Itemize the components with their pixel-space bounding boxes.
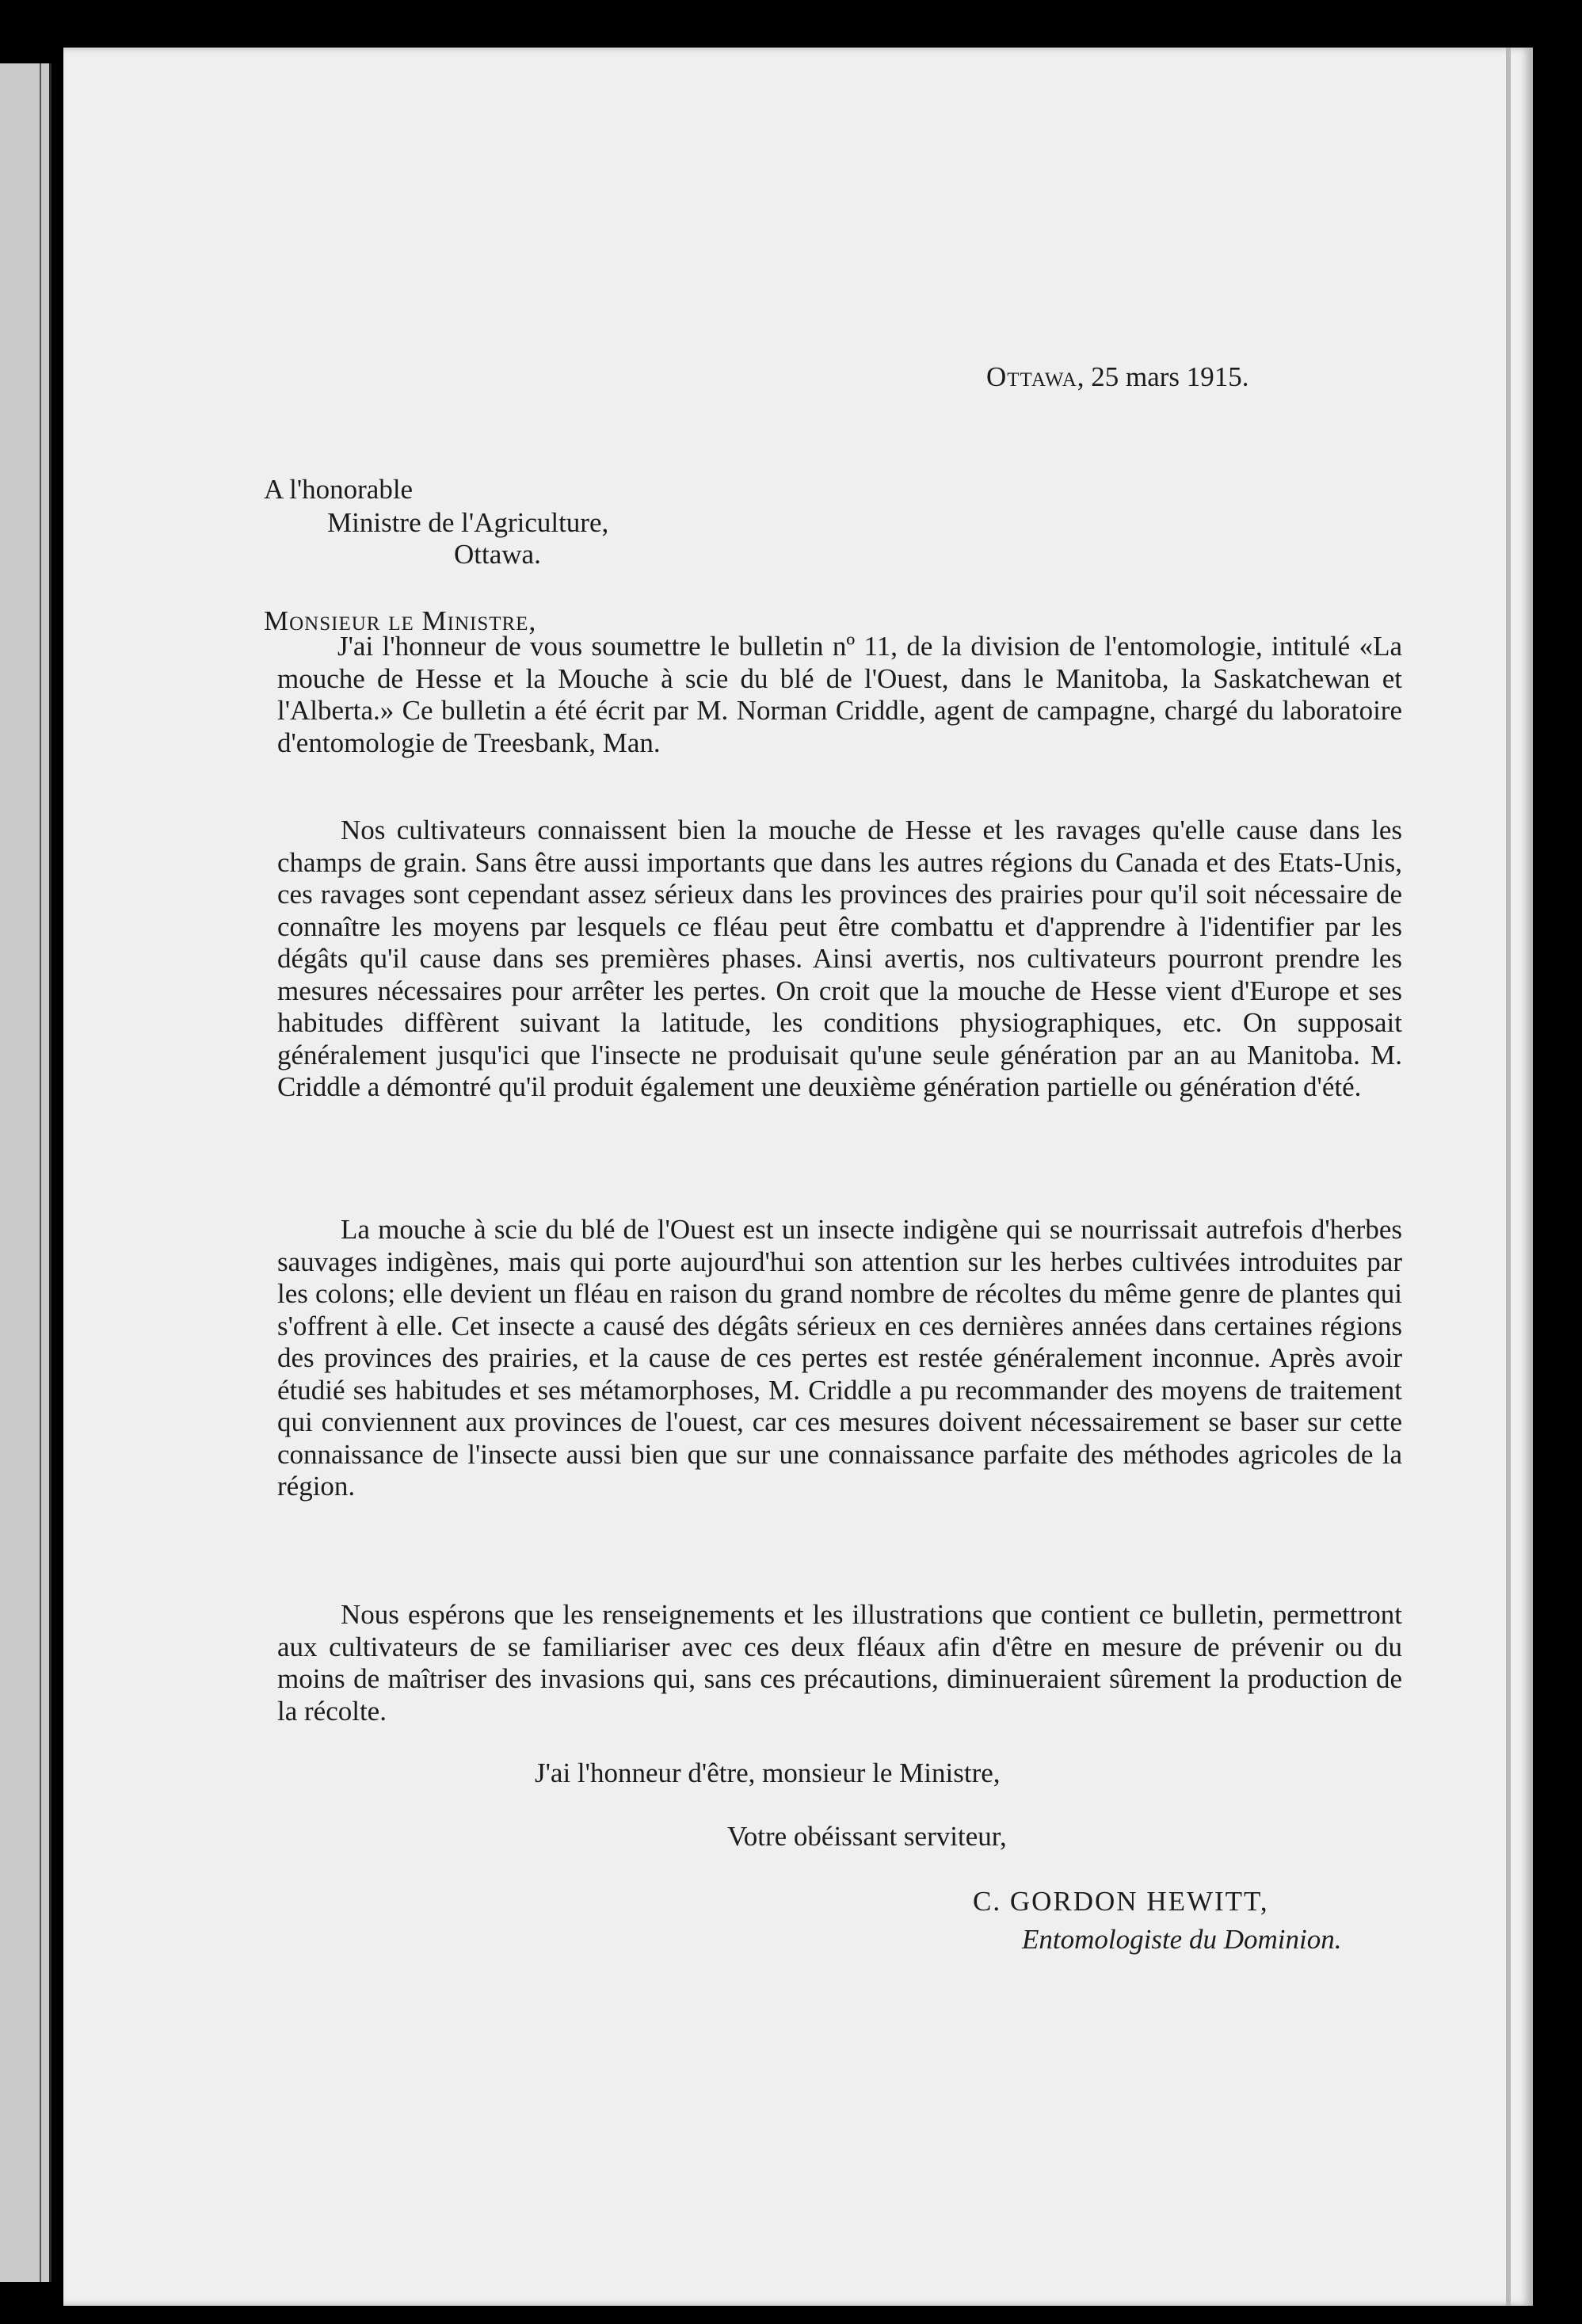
dateline	[986, 361, 1249, 393]
paragraph-4: Nous espérons que les renseignements et les illustrations que contient ce bulletin, permettront aux cultivateurs de se familiariser avec ces deux fléaux afin d'être en mesure de prévenir ou du moins de maîtriser des invasions qui, sans ces précautions, diminueraient sûrement la production de la récolte.	[277, 1599, 1402, 1727]
closing-line: J'ai l'honneur d'être, monsieur le Ministre,	[535, 1757, 1001, 1788]
signature-title: Entomologiste du Dominion.	[1022, 1924, 1342, 1955]
dateline-date: , 25 mars 1915.	[1077, 361, 1249, 392]
valediction: Votre obéissant serviteur,	[727, 1821, 1007, 1852]
document-page	[63, 48, 1533, 2306]
dateline-city: Ottawa	[986, 361, 1077, 392]
salutation: Monsieur le Ministre,	[264, 605, 537, 636]
paragraph-1: J'ai l'honneur de vous soumettre le bulletin nº 11, de la division de l'entomologie, intitulé «La mouche de Hesse et la Mouche à scie du blé de l'Ouest, dans le Manitoba, la Saskatchewan et l'Alberta.» Ce bulletin a été écrit par M. Norman Criddle, agent de campagne, chargé du laboratoire d'entomologie de Treesbank, Man.	[277, 631, 1402, 758]
signature-name: C. GORDON HEWITT,	[973, 1886, 1269, 1917]
previous-page-edge	[0, 63, 51, 2282]
paragraph-2: Nos cultivateurs connaissent bien la mouche de Hesse et les ravages qu'elle cause dans les champs de grain. Sans être aussi importants que dans les autres régions du Canada et des Etats-Unis, ces ravages sont cependant assez sérieux dans les provinces des prairies pour qu'il soit nécessaire de connaître les moyens par lesquels ce fléau peut être combattu et d'apprendre à l'identifier par les dégâts qu'il cause dans ses premières phases. Ainsi avertis, nos cultivateurs pourront prendre les mesures nécessaires pour arrêter les pertes. On croit que la mouche de Hesse vient d'Europe et ses habitudes diffèrent suivant la latitude, les conditions physiographiques, etc. On supposait généralement jusqu'ici que l'insecte ne produisait qu'une seule génération par an au Manitoba. M. Criddle a démontré qu'il produit également une deuxième génération partielle ou génération d'été.	[277, 815, 1402, 1102]
page-binding-edge	[1506, 48, 1511, 2306]
address-line-3: Ottawa.	[454, 539, 541, 570]
paragraph-3: La mouche à scie du blé de l'Ouest est un insecte indigène qui se nourrissait autrefois d'herbes sauvages indigènes, mais qui porte aujourd'hui son attention sur les herbes cultivées introduites par les colons; elle devient un fléau en raison du grand nombre de récoltes du même genre de plantes qui s'offrent à elle. Cet insecte a causé des dégâts sérieux en ces dernières années dans certaines régions des provinces des prairies, et la cause de ces pertes est restée généralement inconnue. Après avoir étudié ses habitudes et ses métamorphoses, M. Criddle a pu recommander des moyens de traitement qui conviennent aux provinces de l'ouest, car ces mesures doivent nécessairement se baser sur cette connaissance de l'insecte aussi bien que sur une connaissance parfaite des méthodes agricoles de la région.	[277, 1214, 1402, 1502]
address-line-2: Ministre de l'Agriculture,	[327, 507, 609, 538]
address-line-1: A l'honorable	[264, 474, 414, 505]
